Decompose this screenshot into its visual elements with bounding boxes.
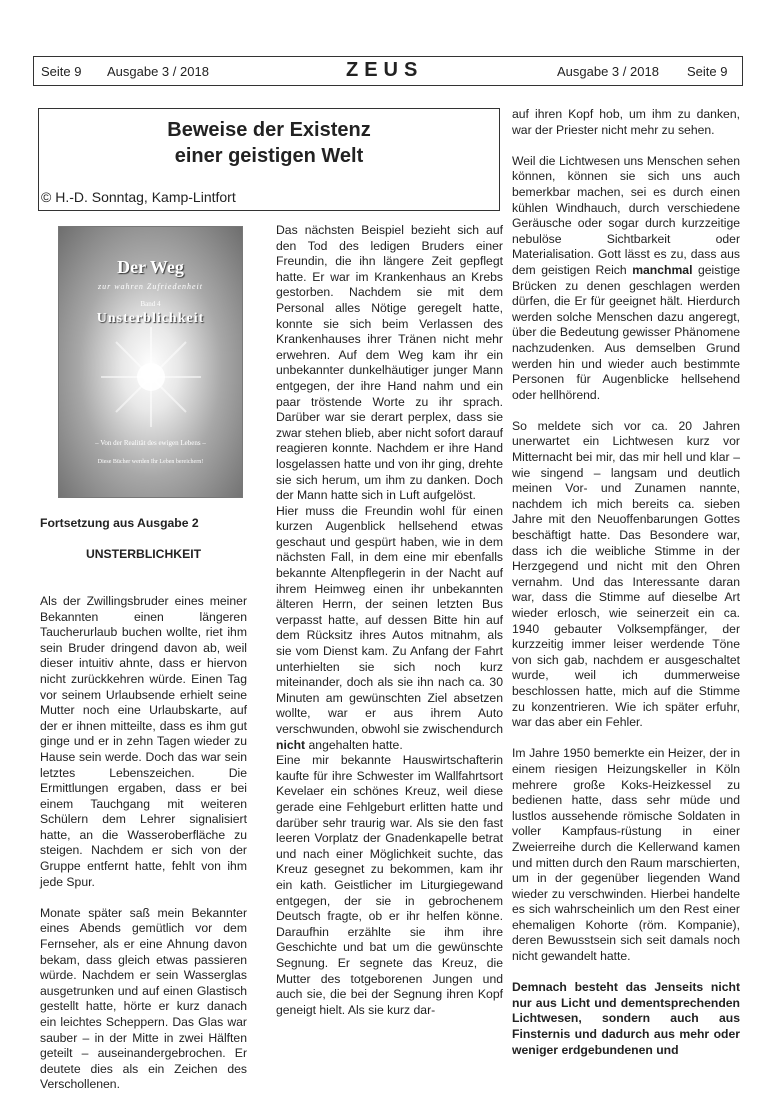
text-column-3 (512, 107, 740, 1058)
text-run: Hier muss die Freundin wohl für einen kurzen Augenblick hellsehend etwas geschaut und gespürt haben, wie in dem nächsten Fall, in dem eine mir ebenfalls bekannte Altenpflegerin in der Nacht auf ihrem Heimweg einen ihr unbekannten älteren Herrn, der seinen letzten Bus verpasst hatte, auf dessen Bitte hin auf dem Rücksitz ihres Autos mitnahm, als sie vom Dienst kam. Zu Anfang der Fahrt unterhielten sie sich noch kurz miteinander, doch als sie ihn nach ca. 30 Minuten am gewünschten Ziel absetzen wollte, war er aus ihrem Auto verschwunden, obwohl sie zwischendurch (276, 503, 503, 736)
text-column-1 (40, 516, 247, 1093)
paragraph: Eine mir bekannte Hauswirtschafterin kaufte für ihre Schwester im Wallfahrtsort Kevelaer ein schönes Kreuz, weil diese gerade eine Fehlgeburt erlitten hatte und darüber sehr traurig war. Als sie den fast leeren Vorplatz der Gnadenkapelle betrat und nach einer Möglichkeit suchte, das Kreuz gesegnet zu bekommen, kam ihr ein kath. Geistlicher im Liturgiegewand entgegen, der sie in gebrochenem Deutsch fragte, ob er ihr helfen könne. Daraufhin erzählte sie ihm ihre Geschichte und bat um die gewünschte Segnung. Er segnete das Kreuz, die Mutter des totgeborenen Jungen und auch sie, die bei der Segnung ihren Kopf geneigt hielt. Als sie kurz dar- (276, 753, 503, 1017)
article-title-box (38, 108, 500, 211)
text-column-2 (276, 223, 503, 1018)
issue-label-right: Ausgabe 3 / 2018 (557, 64, 659, 79)
continuation-note: Fortsetzung aus Ausgabe 2 (40, 516, 199, 530)
section-title: UNSTERBLICHKEIT (85, 547, 202, 562)
paragraph: So meldete sich vor ca. 20 Jahren unerwartet ein Lichtwesen kurz vor Mitternacht bei mir, das mir hell und klar – wie singend – langsam und deutlich meinen Vor- und Zunamen nannte, nachdem ich mich bereits ca. sieben Jahre mit den Neuoffenbarungen Gottes beschäftigt hatte. Das Besondere war, dass ich die weibliche Stimme in der Herzgegend und nicht mit den Ohren vernahm. Und das Interessante daran war, dass die Stimme auf dieselbe Art wieder erlosch, wie seinerzeit ein ca. 1940 gebauter Volksempfänger, der kurzzeitig immer leiser werdende Töne von sich gab, nachdem er ausgeschaltet wurde, weil ich dummerweise beschlossen hatte, mich auf die Stimme zu konzentrieren. Wie ich später erfuhr, war das aber ein Fehler. (512, 418, 740, 730)
article-title-line2: einer geistigen Welt (174, 145, 364, 167)
cover-title: Der Weg (117, 257, 184, 277)
page-number-left: Seite 9 (41, 64, 82, 79)
article-title-line1: Beweise der Existenz (167, 119, 371, 141)
magazine-title: ZEUS (346, 59, 424, 81)
page-number-right: Seite 9 (687, 64, 728, 79)
bold-paragraph: Demnach besteht das Jenseits nicht nur aus Licht und dementsprechenden Lichtwesen, sondern auch aus Finsternis und dadurch aus mehr oder weniger erdgebundenen und (512, 980, 740, 1057)
text-run: geistige Brücken zu denen geschlagen werden dürfen, die Er für geeignet hält. Hierdurch werden solche Menschen dazu angeregt, über die Bedeutung gewisser Phänomene nachzudenken. Aus demselben Grund werden hin und wieder auch bestimmte Personen für Augenblicke hellsehend oder hellhörend. (512, 262, 740, 402)
paragraph: Im Jahre 1950 bemerkte ein Heizer, der in einem riesigen Heizungskeller in Köln mehrere große Koks-Heizkessel zu bedienen hatte, dass sehr müde und lustlos aussehende römische Soldaten in voller Kampfaus-rüstung in einer Zweierreihe durch die Kellerwand kamen und mitten durch den Raum marschierten, um in der gegenüber liegenden Wand wieder zu verschwinden. Hierbei handelte es sich wahrscheinlich um den Rest einer ehemaligen Kohorte (röm. Kompanie), deren Bewusstsein sich seit damals noch nicht gewandelt hatte. (512, 746, 740, 964)
emphasis: manchmal (632, 262, 693, 277)
emphasis: nicht (276, 737, 306, 752)
paragraph: Monate später saß mein Bekannter eines Abends gemütlich vor dem Fernseher, als er eine Ahnung davon bekam, dass gleich etwas passieren würde. Nachdem er sein Wasserglas ausgetrunken und auf einen Glastisch gestellt hatte, hörte er kurz danach ein leichtes Scheppern. Das Glas war sauber – in der Mitte in zwei Hälften geteilt – auseinandergebrochen. Er deutete dies als ein Zeichen des Verschollenen. (40, 905, 247, 1092)
paragraph (512, 154, 740, 404)
cover-subtitle: zur wahren Zufriedenheit (97, 282, 204, 291)
article-author: © H.-D. Sonntag, Kamp-Lintfort (41, 189, 236, 205)
paragraph: auf ihren Kopf hob, um ihm zu danken, war der Priester nicht mehr zu sehen. (512, 107, 740, 137)
cover-word: Unsterblichkeit (96, 311, 205, 326)
cover-band: Band 4 (140, 300, 161, 308)
page-header (33, 56, 743, 86)
cover-tagline: – Von der Realität des ewigen Lebens – (95, 439, 206, 447)
paragraph (276, 504, 503, 754)
paragraph: Als der Zwillingsbruder eines meiner Bekannten einen längeren Taucherurlaub buchen wollte, riet ihm sein Bruder dringend davon ab, weil dieser intuitiv ahnte, dass er hiervon nicht zurückkehren würde. Einen Tag vor seinem Urlaubsende erhielt seine Mutter noch eine Urlaubskarte, auf der er ihnen mitteilte, dass es ihm gut ginge und er in zehn Tagen wieder zu Hause sein werde. Doch das war sein letztes Lebenszeichen. Die Ermittlungen ergaben, dass er bei einem Tauchgang mit weiteren Schülern dem Lehrer signalisiert hatte, an die Wasseroberfläche zu steigen. Nachdem er sich von der Gruppe entfernt hatte, fehlt von ihm jede Spur. (40, 593, 247, 889)
issue-label-left: Ausgabe 3 / 2018 (107, 64, 209, 79)
paragraph: Das nächsten Beispiel bezieht sich auf den Tod des ledigen Bruders einer Freundin, die ihn längere Zeit gepflegt hatte. Er war im Krankenhaus an Krebs gestorben. Nachdem sie mit dem Personal alles Nötige geregelt hatte, konnte sie sich beim Verlassen des Krankenhauses ihrer Tränen nicht mehr erwehren. Auf dem Weg kam ihr ein unbekannter dunkelhäutiger junger Mann entgegen, der ihre Hand nahm und ein paar tröstende Worte zu ihr sprach. Darüber war sie derart perplex, dass sie zwar stehen blieb, aber nicht sofort darauf reagieren konnte. Nachdem er ihre Hand losgelassen hatte und von ihr ging, drehte sie sich herum, um ihm zu danken. Doch der Mann hatte sich in Luft aufgelöst. (276, 223, 503, 503)
book-cover-image (58, 226, 243, 498)
text-run: angehalten hatte. (305, 737, 403, 752)
text-run: Weil die Lichtwesen uns Menschen sehen können, können sie sich uns auch bemerkbar machen, sei es durch einen kühlen Windhauch, durch verschiedene Geräusche oder sogar durch kurzzeitige nebulöse Sichtbarkeit oder Materialisation. Gott lässt es zu, dass aus dem geistigen Reich (512, 153, 740, 277)
cover-small-text: Diese Bücher werden Ihr Leben bereichern! (97, 459, 204, 465)
